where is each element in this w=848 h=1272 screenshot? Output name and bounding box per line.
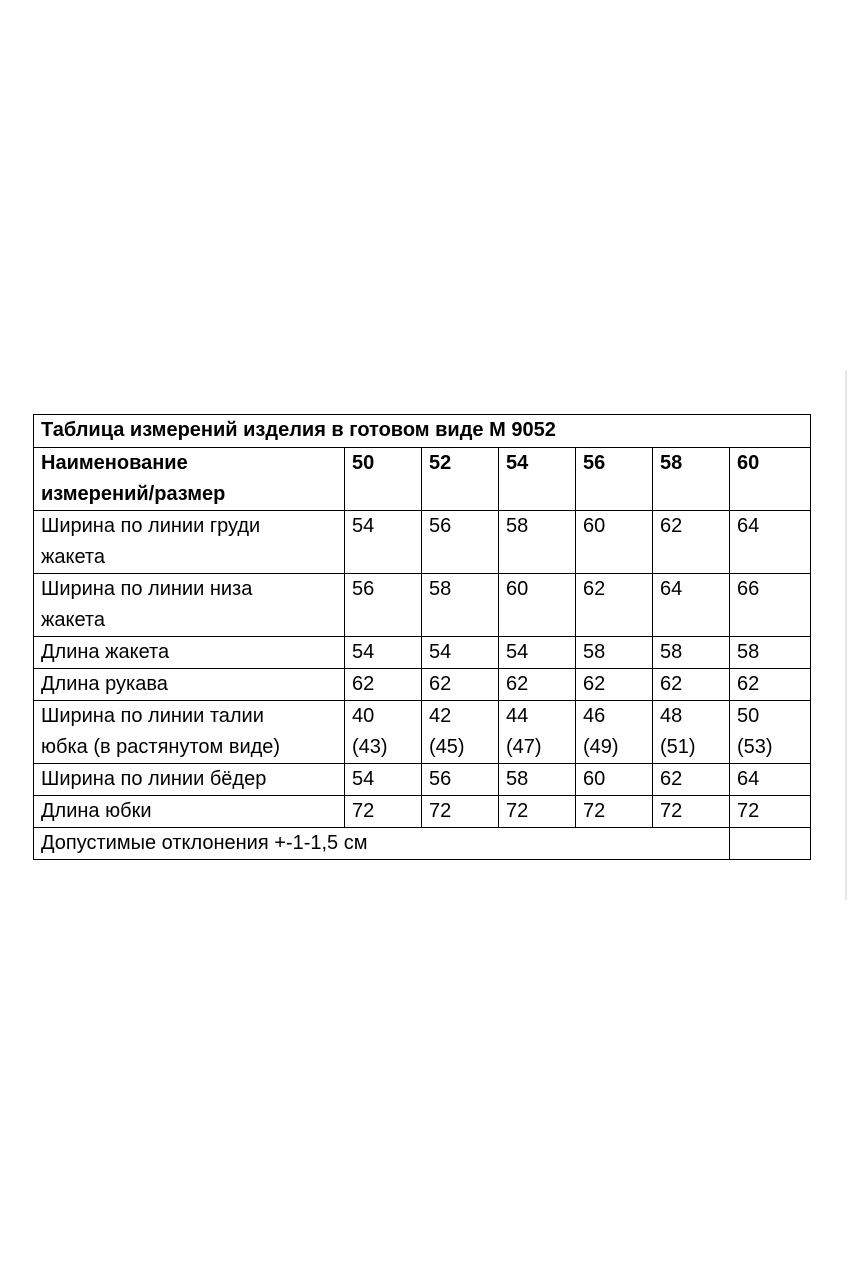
tolerance-note: Допустимые отклонения +-1-1,5 см: [34, 828, 730, 860]
title-row: [34, 415, 811, 448]
value-line1: 40: [352, 705, 375, 727]
row-label: Длина жакета: [34, 637, 345, 669]
value-cell: 58: [653, 637, 730, 669]
value-cell: 54: [422, 637, 499, 669]
right-edge-line: [845, 370, 847, 900]
value-cell: 60: [499, 574, 576, 637]
value-cell: 62: [576, 574, 653, 637]
table-row-hem-width: [34, 574, 811, 637]
row-label-line2: жакета: [41, 546, 105, 568]
size-header: 50: [345, 448, 422, 511]
value-cell: 54: [345, 764, 422, 796]
row-label: Ширина по линии бёдер: [34, 764, 345, 796]
value-cell: 62: [730, 669, 811, 701]
value-cell: 62: [422, 669, 499, 701]
empty-cell: [730, 828, 811, 860]
header-row: [34, 448, 811, 511]
value-line2: (45): [429, 736, 465, 758]
value-cell: [730, 701, 811, 764]
measurement-table: [33, 414, 811, 860]
size-header: 58: [653, 448, 730, 511]
row-label: Длина юбки: [34, 796, 345, 828]
size-header: 54: [499, 448, 576, 511]
value-cell: 56: [422, 511, 499, 574]
value-cell: 72: [345, 796, 422, 828]
value-cell: 72: [653, 796, 730, 828]
value-cell: [653, 701, 730, 764]
value-cell: 66: [730, 574, 811, 637]
row-label: Длина рукава: [34, 669, 345, 701]
value-cell: 62: [499, 669, 576, 701]
value-cell: 62: [653, 764, 730, 796]
value-cell: 64: [653, 574, 730, 637]
row-label: [34, 511, 345, 574]
value-cell: 58: [730, 637, 811, 669]
value-cell: 72: [730, 796, 811, 828]
row-label-line1: Ширина по линии талии: [41, 705, 264, 727]
footer-row: [34, 828, 811, 860]
value-cell: 72: [576, 796, 653, 828]
table-row-sleeve-length: [34, 669, 811, 701]
table-row-hip-width: [34, 764, 811, 796]
value-cell: 64: [730, 511, 811, 574]
table-row-chest-width: [34, 511, 811, 574]
value-cell: 72: [499, 796, 576, 828]
table-row-jacket-length: [34, 637, 811, 669]
row-label-line1: Ширина по линии груди: [41, 515, 261, 537]
value-cell: [499, 701, 576, 764]
value-cell: 58: [576, 637, 653, 669]
row-label-line2: юбка (в растянутом виде): [41, 736, 281, 758]
row-label: [34, 574, 345, 637]
value-cell: 72: [422, 796, 499, 828]
table-row-skirt-length: [34, 796, 811, 828]
row-label-line1: Ширина по линии низа: [41, 578, 253, 600]
value-line1: 48: [660, 705, 683, 727]
value-line1: 50: [737, 705, 760, 727]
value-cell: 54: [499, 637, 576, 669]
value-line2: (43): [352, 736, 388, 758]
header-label-line1: Наименование: [41, 452, 188, 474]
size-header: 60: [730, 448, 811, 511]
value-cell: 58: [499, 764, 576, 796]
value-cell: 58: [422, 574, 499, 637]
value-cell: 58: [499, 511, 576, 574]
value-cell: 62: [345, 669, 422, 701]
value-cell: 62: [653, 669, 730, 701]
header-label-line2: измерений/размер: [41, 483, 226, 505]
value-cell: 62: [653, 511, 730, 574]
value-cell: [576, 701, 653, 764]
row-label: [34, 701, 345, 764]
value-line2: (51): [660, 736, 696, 758]
row-label-line2: жакета: [41, 609, 105, 631]
value-cell: 56: [422, 764, 499, 796]
value-cell: 56: [345, 574, 422, 637]
value-line2: (53): [737, 736, 773, 758]
value-cell: 60: [576, 764, 653, 796]
value-cell: 54: [345, 511, 422, 574]
value-cell: [422, 701, 499, 764]
table-title: Таблица измерений изделия в готовом виде М 9052: [34, 415, 811, 448]
value-line1: 42: [429, 705, 452, 727]
size-header: 52: [422, 448, 499, 511]
value-cell: 60: [576, 511, 653, 574]
value-cell: 64: [730, 764, 811, 796]
value-line2: (47): [506, 736, 542, 758]
table-row-waist-width: [34, 701, 811, 764]
value-cell: [345, 701, 422, 764]
header-label: [34, 448, 345, 511]
value-line1: 46: [583, 705, 606, 727]
value-line2: (49): [583, 736, 619, 758]
value-line1: 44: [506, 705, 529, 727]
size-header: 56: [576, 448, 653, 511]
value-cell: 62: [576, 669, 653, 701]
value-cell: 54: [345, 637, 422, 669]
